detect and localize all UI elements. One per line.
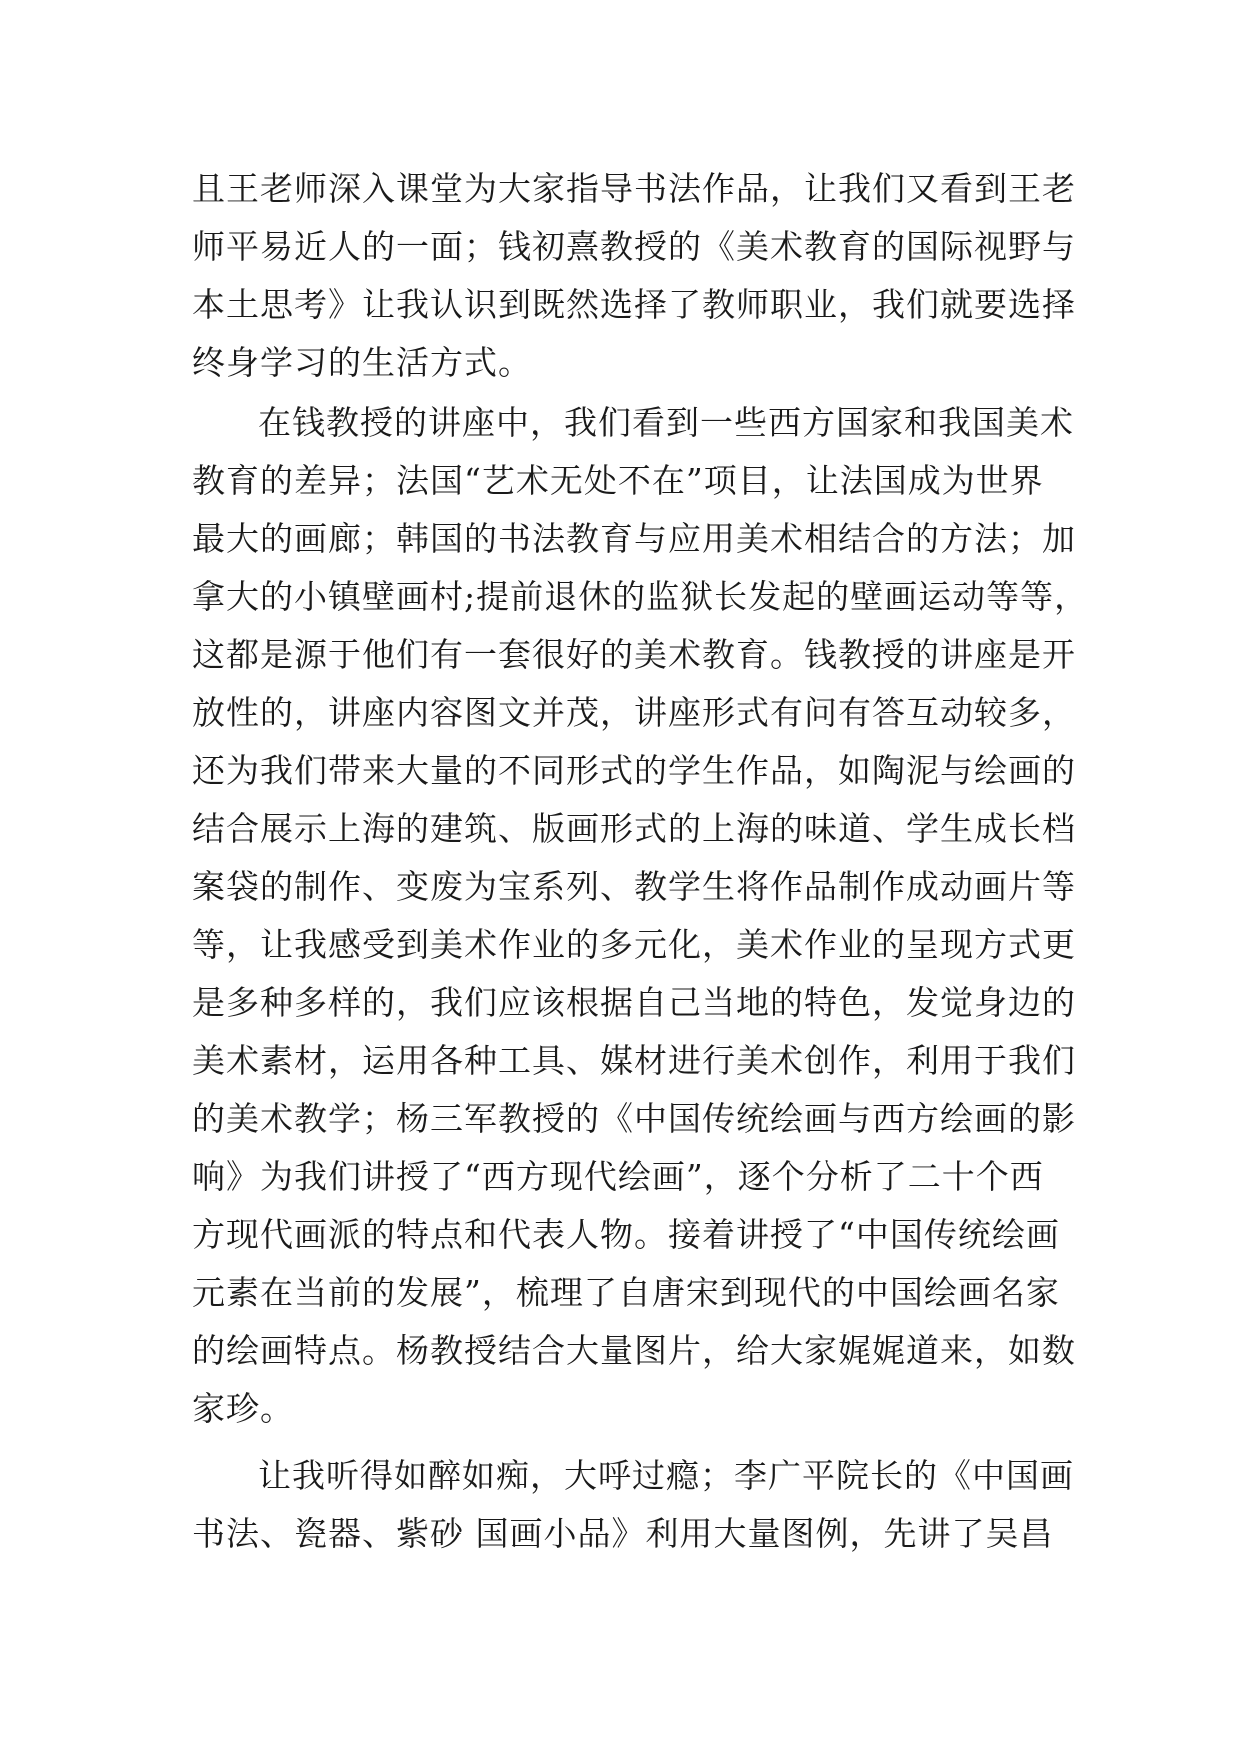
text-line: 还为我们带来大量的不同形式的学生作品，如陶泥与绘画的 [192, 751, 1076, 790]
text-line: 元素在当前的发展”，梳理了自唐宋到现代的中国绘画名家 [192, 1273, 1060, 1312]
text-line: 最大的画廊；韩国的书法教育与应用美术相结合的方法；加 [192, 519, 1076, 558]
text-line: 是多种多样的，我们应该根据自己当地的特色，发觉身边的 [192, 983, 1076, 1022]
text-line: 书法、瓷器、紫砂 国画小品》利用大量图例，先讲了吴昌 [192, 1514, 1054, 1553]
text-line: 教育的差异；法国“艺术无处不在”项目，让法国成为世界 [192, 461, 1044, 500]
text-line: 家珍。 [192, 1389, 294, 1428]
paragraph-3 [192, 1447, 1074, 1563]
text-line: 师平易近人的一面；钱初熹教授的《美术教育的国际视野与 [192, 227, 1076, 266]
text-line: 放性的，讲座内容图文并茂，讲座形式有问有答互动较多， [192, 693, 1076, 732]
text-line: 拿大的小镇壁画村;提前退休的监狱长发起的壁画运动等等， [192, 577, 1089, 616]
text-line: 结合展示上海的建筑、版画形式的上海的味道、学生成长档 [192, 809, 1076, 848]
text-line: 方现代画派的特点和代表人物。接着讲授了“中国传统绘画 [192, 1215, 1060, 1254]
text-line: 本土思考》让我认识到既然选择了教师职业，我们就要选择 [192, 285, 1076, 324]
text-line: 且王老师深入课堂为大家指导书法作品，让我们又看到王老 [192, 169, 1076, 208]
text-line: 的绘画特点。杨教授结合大量图片，给大家娓娓道来，如数 [192, 1331, 1076, 1370]
text-line: 响》为我们讲授了“西方现代绘画”，逐个分析了二十个西 [192, 1157, 1044, 1196]
text-line: 这都是源于他们有一套很好的美术教育。钱教授的讲座是开 [192, 635, 1076, 674]
paragraph-1 [192, 160, 1076, 392]
text-line: 让我听得如醉如痴，大呼过瘾；李广平院长的《中国画 [258, 1456, 1074, 1495]
text-line: 的美术教学；杨三军教授的《中国传统绘画与西方绘画的影 [192, 1099, 1076, 1138]
text-line: 在钱教授的讲座中，我们看到一些西方国家和我国美术 [258, 403, 1074, 442]
paragraph-2 [192, 394, 1089, 1438]
text-line: 美术素材，运用各种工具、媒材进行美术创作，利用于我们 [192, 1041, 1076, 1080]
text-line: 案袋的制作、变废为宝系列、教学生将作品制作成动画片等 [192, 867, 1076, 906]
text-line: 终身学习的生活方式。 [192, 343, 532, 382]
text-line: 等，让我感受到美术作业的多元化，美术作业的呈现方式更 [192, 925, 1076, 964]
